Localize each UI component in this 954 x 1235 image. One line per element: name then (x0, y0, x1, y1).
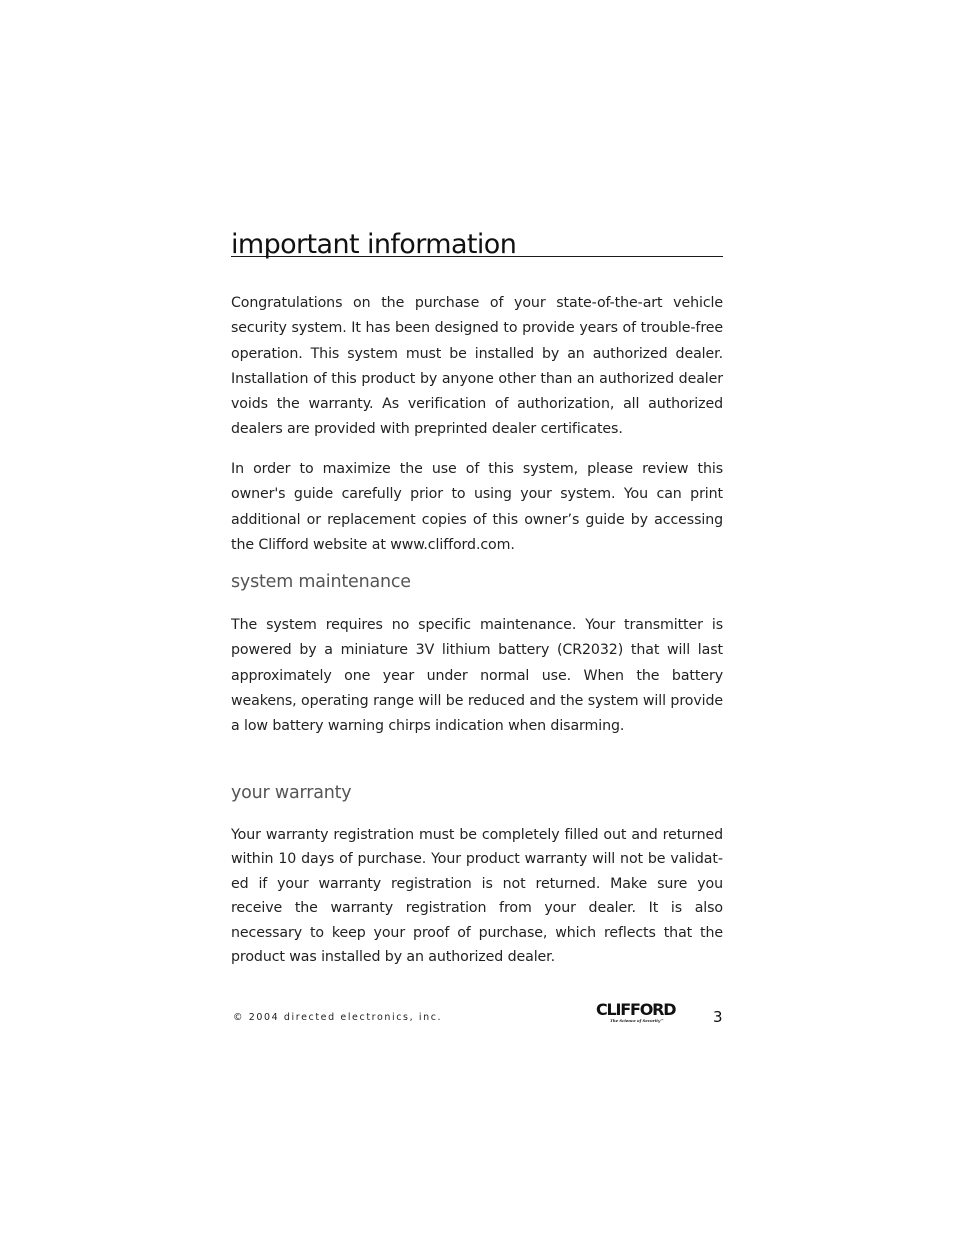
page-number: 3 (713, 1008, 723, 1026)
warranty-paragraph: Your warranty registration must be completely filled out and returned within 10 days of purchase. Your product warranty will not be validated if your warranty registration is not returned. Make sure you receive the warranty registration from your dealer. It is also necessary to keep your proof of purchase, which reflects that the product was installed by an authorized dealer. (231, 827, 723, 966)
page-title: important information (231, 229, 517, 260)
title-rule (231, 224, 723, 260)
maintenance-heading: system maintenance (231, 572, 411, 592)
intro-paragraph-2: In order to maximize the use of this system, please review this owner's guide carefully prior to using your system. You can print additional or replacement copies of this owner’s guide by accessing the Clifford website at www.clifford.com. (231, 461, 723, 553)
copyright-notice: © 2004 directed electronics, inc. (233, 1012, 443, 1023)
clifford-logo (596, 1002, 676, 1026)
warranty-heading: your warranty (231, 783, 352, 803)
logo-wordmark: CLIFFORD (596, 1000, 676, 1019)
intro-paragraph-1: Congratulations on the purchase of your state-of-the-art vehicle security system. It has been designed to provide years of trouble-free operation. This system must be installed by an authorized dealer. Installation of this product by anyone other than an authorized dealer voids the warranty. As verification of authorization, all authorized dealers are provided with preprinted dealer certificates. (231, 295, 723, 438)
logo-tagline: The Science of Security™ (610, 1018, 664, 1023)
maintenance-paragraph: The system requires no specific maintenance. Your transmitter is powered by a miniature 3V lithium battery (CR2032) that will last approximately one year under normal use. When the battery weakens, operating range will be reduced and the system will provide a low battery warning chirps indication when disarming. (231, 617, 723, 735)
